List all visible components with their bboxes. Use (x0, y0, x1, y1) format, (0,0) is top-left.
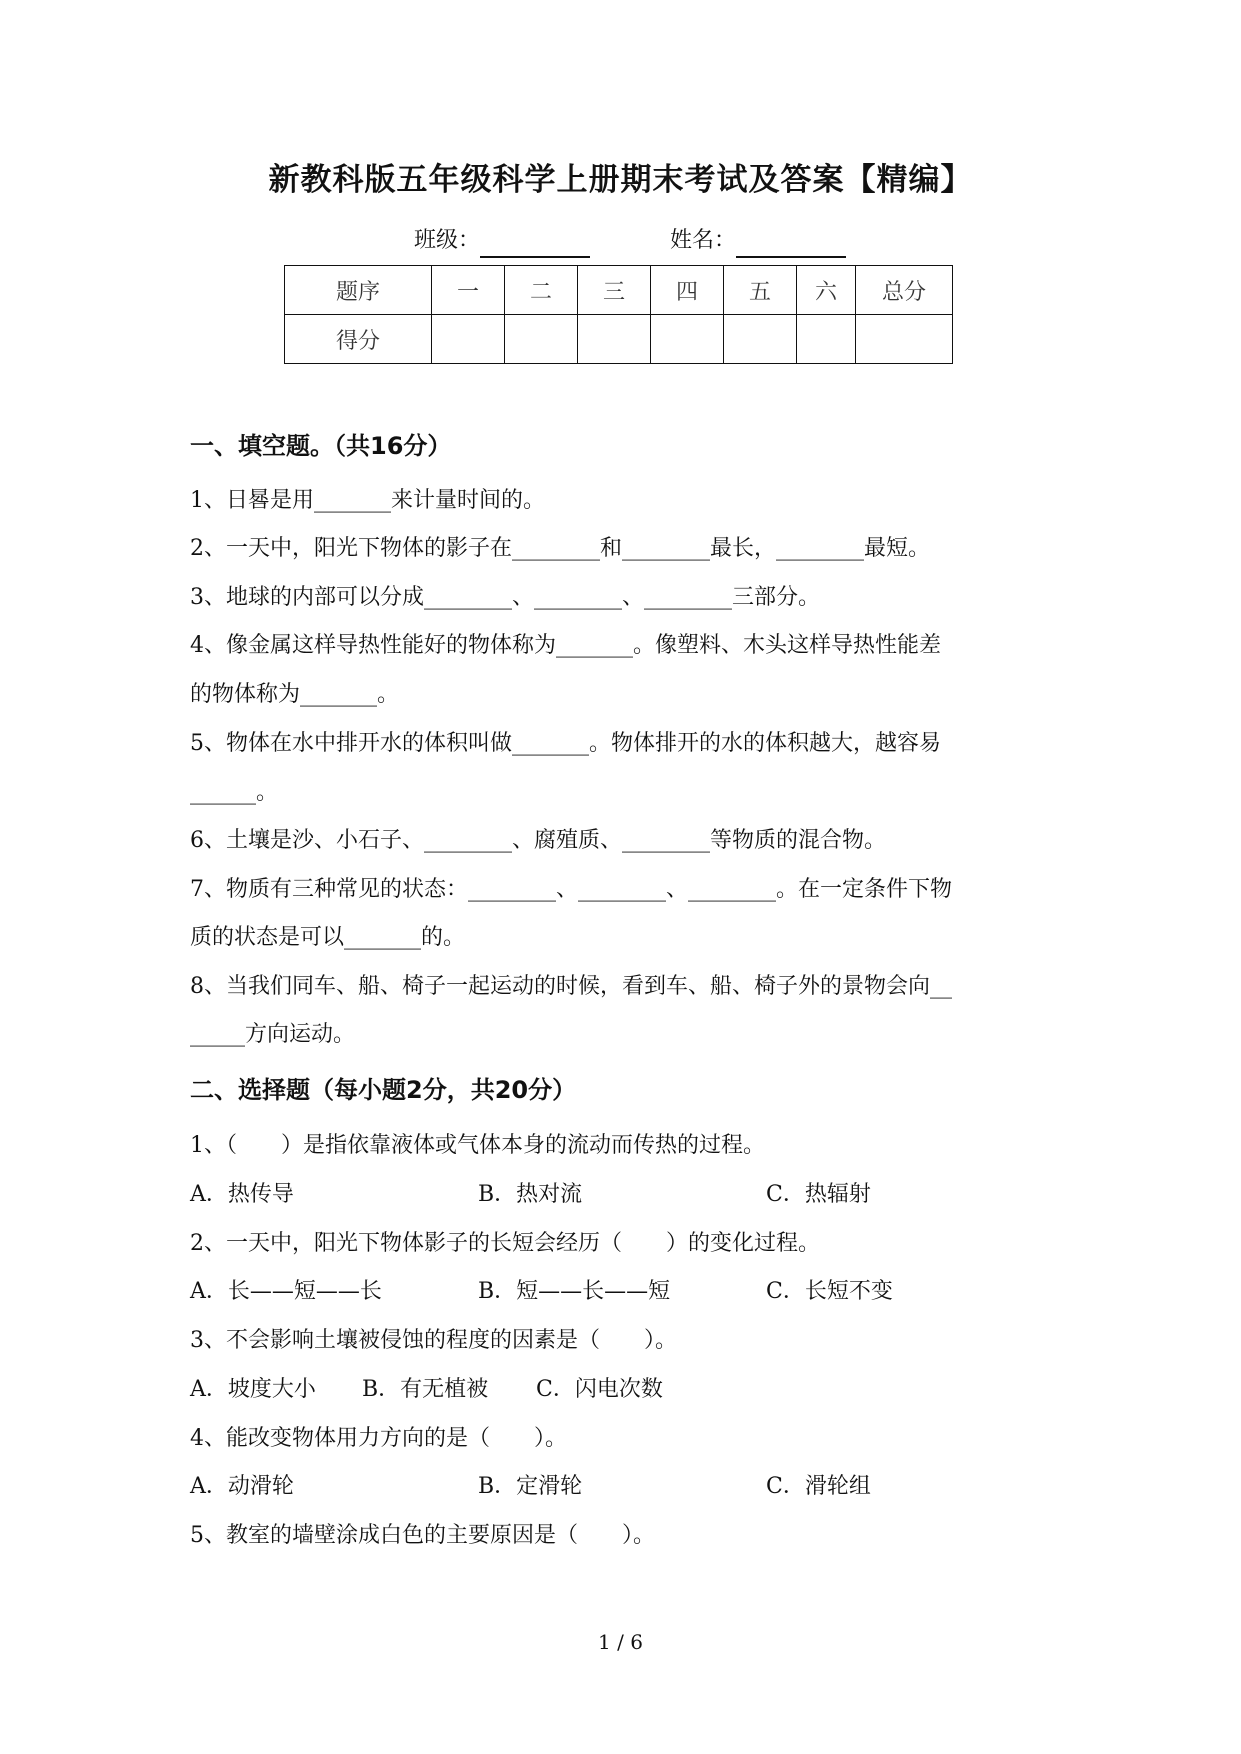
score-header-cell: 四 (651, 266, 724, 315)
choice-option[interactable]: C．热辐射 (766, 1182, 871, 1207)
fill-question-line: 质的状态是可以_______的。 (190, 925, 466, 950)
score-cell[interactable] (505, 315, 578, 364)
class-blank[interactable] (480, 230, 590, 258)
section1-heading: 一、填空题。（共16分） (190, 432, 452, 460)
score-cell[interactable] (432, 315, 505, 364)
page-number: 1 / 6 (598, 1630, 643, 1654)
choice-option[interactable]: C．闪电次数 (536, 1377, 663, 1402)
student-info-row (414, 224, 846, 258)
fill-question-line: _____方向运动。 (190, 1022, 356, 1047)
name-blank[interactable] (736, 230, 846, 258)
score-header-cell: 二 (505, 266, 578, 315)
choice-option[interactable]: B．有无植被 (362, 1377, 489, 1402)
fill-question-line: 7、物质有三种常见的状态：________、________、________。在一定条件下物 (190, 877, 952, 902)
choice-option[interactable]: B．热对流 (478, 1182, 583, 1207)
choice-question: 5、教室的墙壁涂成白色的主要原因是（ ）。 (190, 1523, 655, 1548)
fill-question-line: 4、像金属这样导热性能好的物体称为_______。像塑料、木头这样导热性能差 (190, 633, 941, 658)
choice-option[interactable]: A．动滑轮 (190, 1474, 294, 1499)
score-header-cell: 一 (432, 266, 505, 315)
choice-option[interactable]: C．长短不变 (766, 1279, 893, 1304)
choice-options-row (190, 1178, 871, 1212)
fill-question-line: 1、日晷是用_______来计量时间的。 (190, 488, 545, 513)
score-row-label: 得分 (285, 315, 432, 364)
choice-option[interactable]: B．短——长——短 (478, 1279, 671, 1304)
choice-question: 4、能改变物体用力方向的是（ ）。 (190, 1426, 567, 1451)
score-table-header-row (285, 266, 953, 315)
score-header-cell: 五 (724, 266, 797, 315)
choice-option[interactable]: C．滑轮组 (766, 1474, 871, 1499)
score-header-cell: 六 (797, 266, 856, 315)
choice-options-row (190, 1470, 871, 1504)
fill-question-line: 6、土壤是沙、小石子、________、腐殖质、________等物质的混合物。 (190, 828, 886, 853)
choice-option[interactable]: A．坡度大小 (190, 1377, 316, 1402)
choice-option[interactable]: A．热传导 (190, 1182, 294, 1207)
score-cell[interactable] (797, 315, 856, 364)
fill-question-line: 3、地球的内部可以分成________、________、________三部分。 (190, 585, 820, 610)
choice-question: 2、一天中，阳光下物体影子的长短会经历（ ）的变化过程。 (190, 1231, 820, 1256)
section2-heading: 二、选择题（每小题2分，共20分） (190, 1076, 577, 1104)
choice-options-row (190, 1373, 663, 1407)
choice-option[interactable]: A．长——短——长 (190, 1279, 382, 1304)
score-header-cell: 题序 (285, 266, 432, 315)
score-header-cell: 三 (578, 266, 651, 315)
score-cell[interactable] (578, 315, 651, 364)
choice-question: 1、（ ）是指依靠液体或气体本身的流动而传热的过程。 (190, 1133, 765, 1158)
fill-question-line: 5、物体在水中排开水的体积叫做_______。物体排开的水的体积越大，越容易 (190, 731, 941, 756)
fill-question-line: 的物体称为_______。 (190, 682, 400, 707)
choice-question: 3、不会影响土壤被侵蚀的程度的因素是（ ）。 (190, 1328, 677, 1353)
choice-option[interactable]: B．定滑轮 (478, 1474, 583, 1499)
fill-question-line: ______。 (190, 780, 279, 805)
choice-options-row (190, 1275, 893, 1309)
score-cell[interactable] (856, 315, 953, 364)
score-cell[interactable] (651, 315, 724, 364)
class-label: 班级： (414, 228, 481, 253)
score-cell[interactable] (724, 315, 797, 364)
score-header-cell: 总分 (856, 266, 953, 315)
score-table (284, 265, 953, 364)
fill-question-line: 8、当我们同车、船、椅子一起运动的时候，看到车、船、椅子外的景物会向__ (190, 974, 952, 999)
page-title: 新教科版五年级科学上册期末考试及答案【精编】 (268, 162, 973, 198)
score-table-score-row (285, 315, 953, 364)
fill-question-line: 2、一天中，阳光下物体的影子在________和________最长，________最短。 (190, 536, 930, 561)
name-label: 姓名： (670, 228, 737, 253)
